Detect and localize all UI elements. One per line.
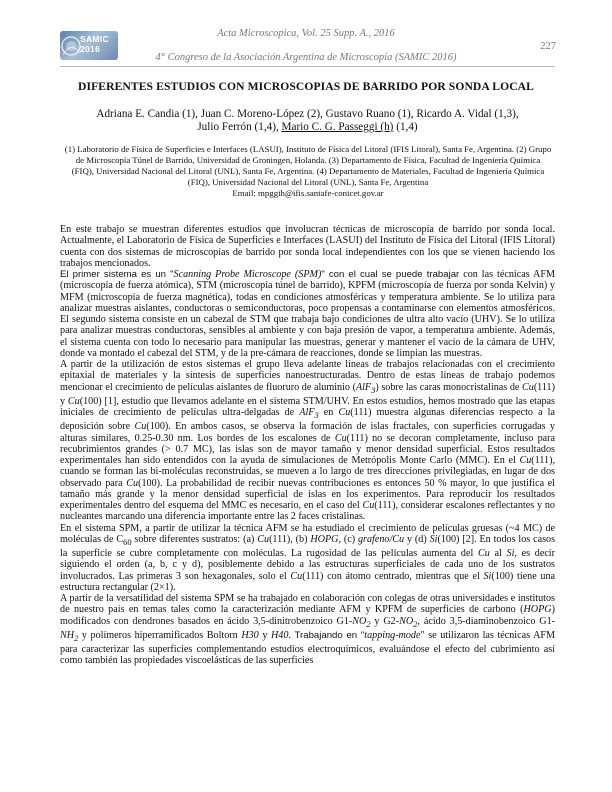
element-cu: Cu [362, 500, 375, 512]
formula-no2: NO [352, 615, 367, 627]
author-ferron: Julio Ferrón (1,4), [197, 121, 279, 133]
logo-text-samic: SAMIC [80, 34, 109, 44]
journal-header: Acta Microscopica, Vol. 25 Supp. A., 2016 [217, 28, 395, 39]
paragraph-c60 [60, 523, 555, 594]
author-passeggi-affil: (1,4) [396, 121, 418, 133]
affiliation-text: (1) Laboratorio de Física de Superficies e Interfaces (LASUI), Instituto de Física del Litoral (IFIS Litoral), Santa Fe, Argentina. (2) Grupo de Microscopía Túnel de Barrido, Universidad de Groningen, Holanda. (3) Departamento de Física, Facultad de Ingeniería Química (FIQ), Universidad Nacional del Litoral (UNL), Santa Fe, Argentina. (4) Departamento de Materiales, Facultad de Ingeniería Química (FIQ), Universidad Nacional del Litoral (UNL), Santa Fe, Argentina [64, 144, 552, 187]
text-run: , ácido 3,5-diaminobenzoico G1- [417, 615, 556, 627]
text-run: (111), considerar escalones reflectantes y no nucleantes marcando una diferencia importante entre las 2 faces cristalinas. [60, 500, 555, 523]
text-run: y [258, 629, 271, 641]
text-run: y polímeros hiperramificados Boltorn [78, 629, 242, 641]
term-spm: Scanning Probe Microscope (SPM) [173, 269, 322, 280]
text-run: en [318, 407, 339, 419]
header-divider [60, 66, 555, 67]
text-run: Trabajando en " [294, 629, 365, 641]
text-run: (100). En ambos casos, se observa la formación de islas fractales, con superficies corrugadas y alturas similares, 0.25-0.30 nm. Los bordes de los escalones de [60, 421, 555, 444]
element-cu: Cu [519, 455, 532, 467]
subscript: 60 [123, 536, 132, 547]
contact-email: Email: mpggih@ifis.santafe-conicet.gov.ar [232, 188, 384, 198]
text-run: (111), cuando se forman las bi-moléculas reconstruidas, se mueven a lo largo de tres direcciones privilegiadas, en lugar de dos observado para [60, 455, 555, 489]
element-si: Si [483, 570, 492, 582]
congress-header: 4° Congreso de la Asociación Argentina de Microscopía (SAMIC 2016) [155, 52, 457, 63]
term-h40: H40 [270, 629, 289, 641]
formula-nh2: NH [60, 629, 75, 641]
text-run: A partir de la utilización de estos sistemas el grupo lleva adelante líneas de trabajos relacionadas con el crecimiento epitaxial de materiales y la síntesis de superficies nanoestructuradas. Dentro de estas líneas de trabajo podemos mencionar el crecimiento de películas aislantes de fluoruro de aluminio ( [60, 359, 555, 393]
text-run: (111) muestra algunas diferencias respecto a la deposición sobre [60, 407, 555, 433]
text-run: A partir de la versatilidad del sistema SPM se ha trabajado en colaboración con colegas de otras universidades e institutos de nuestro país en temas tales como la caracterización mediante AFM y KPFM de superficies de carbono ( [60, 593, 555, 616]
subscript: 2 [366, 618, 371, 629]
abstract-body [60, 224, 555, 667]
text-run: " se utilizaron las técnicas AFM para caracterizar las superficies complementando estudios electroquímicos, evaluándose el efecto del cubrimiento así como también las propiedades viscoelásticas de las superficies [60, 629, 556, 667]
subscript: 2 [74, 632, 79, 643]
text-run: (100) tiene una estructura rectangular (2×1). [60, 570, 556, 593]
author-list [60, 108, 555, 134]
term-hopg: HOPG [310, 533, 339, 545]
element-cu: Cu [521, 381, 534, 393]
text-run: (100). La probabilidad de recibir nuevas contribuciones es entonces 50 % mayor, lo que justifica el tamaño más grande y la menor densidad superficial de islas en los experimentos. Para reproducir los resultados experimentales dentro del esquema del MMC es necesario, en el caso del [60, 477, 555, 512]
text-run: sobre diferentes sustratos: (a) [131, 533, 258, 545]
text-run: (100) [1], estudio que llevamos adelante en el sistema STM/UHV. En estos estudios, hemos mostrado que las etapas iniciales de crecimiento de películas ultra-delgadas de [60, 395, 555, 419]
page-number: 227 [540, 41, 556, 52]
text-run: y (d) [404, 533, 430, 545]
text-run: al [489, 548, 507, 560]
formula-no2: NO [399, 615, 414, 627]
element-cu: Cu [134, 421, 147, 433]
subscript: 3 [314, 410, 319, 421]
text-run: En el sistema SPM, a partir de utilizar la técnica AFM se ha estudiado el crecimiento de películas gruesas (~4 MC) de moléculas de C [60, 522, 555, 545]
paper-title: DIFERENTES ESTUDIOS CON MICROSCOPIAS DE BARRIDO POR SONDA LOCAL [78, 80, 534, 93]
paragraph-intro: En este trabajo se muestran diferentes estudios que involucran técnicas de microscopía de barrido por sonda local. Actualmente, el Laboratorio de Física de Superficies e Interfaces (LASUI) del Instituto de Física del Litoral (IFIS Litoral) cuenta con dos sistemas de microscopías de barrido por sonda local independientes con los que se vienen haciendo los trabajos mencionados. [60, 224, 555, 269]
author-line-2 [60, 121, 555, 134]
author-line-1: Adriana E. Candia (1), Juan C. Moreno-López (2), Gustavo Ruano (1), Ricardo A. Vidal (1,3), [96, 108, 519, 120]
text-run: (100) [2]. En todos los casos la superficie se cubre completamente con moléculas. La rugosidad de las películas aumenta del [60, 533, 556, 560]
element-cu: Cu [126, 477, 139, 489]
term-hopg: HOPG [523, 604, 552, 616]
element-cu: Cu [338, 407, 351, 419]
author-passeggi: Mario C. G. Passeggi (h) [281, 121, 394, 133]
element-si: Si [506, 548, 515, 560]
text-run: " con el cual se puede trabajar [321, 269, 460, 280]
element-cu: Cu [290, 570, 303, 582]
term-graphene-cu: grafeno/Cu [357, 533, 405, 545]
text-run: (111) no se decoran completamente, incluso para recubrimientos grandes (> 0.7 MC), las islas son de mayor tamaño y menor densidad superficial. Estos resultados experimentales han sido entendidos con la ayuda de simulaciones de Metrópolis Monte Carlo (MMC). En el [60, 432, 555, 467]
element-cu: Cu [257, 533, 270, 545]
text-run: , es decir siguiendo el orden (a, b, c y d), posiblemente debido a las estructuras superficiales de cada uno de los sustratos involucrados. Las primeras 3 son hexagonales, solo el [60, 548, 555, 582]
paragraph-collaboration [60, 593, 555, 667]
text-run: ) sobre las caras monocristalinas de [375, 381, 522, 393]
term-h30: H30 [241, 629, 259, 641]
text-run: (111) con átomo centrado, mientras que el [302, 570, 484, 582]
paragraph-growth [60, 359, 555, 523]
text-run: (111) y [60, 381, 555, 407]
text-run: ) modificados con dendrones basados en ácido 3,5-dinitrobenzoico G1- [60, 604, 555, 627]
text-run: y G2- [370, 615, 400, 627]
affiliations [64, 144, 552, 199]
element-si: Si [429, 533, 438, 545]
logo-text-year: 2016 [80, 44, 101, 54]
element-cu: Cu [477, 548, 490, 560]
text-run: (111), (b) [269, 533, 311, 545]
formula-alf3: AlF [299, 407, 315, 419]
text-run: . [288, 629, 295, 641]
subscript: 3 [371, 384, 376, 395]
text-run: , (c) [338, 533, 358, 545]
term-tapping-mode: tapping-mode [364, 629, 421, 641]
element-cu: Cu [67, 395, 80, 407]
paragraph-spm [60, 269, 555, 359]
text-run: El primer sistema es un " [60, 269, 174, 280]
text-run: con las técnicas AFM (microscopía de fuerza atómica), STM (microscopía túnel de barrido), KPFM (microscopía de fuerza por sonda Kelvin) y MFM (microscopía de fuerza magnética), todas en condiciones atmosféricas y temperatura ambiente. Se lo utiliza para analizar muestras aislantes, conductoras o semiconductoras, poco propensas a contaminarse con elementos atmosféricos. El segundo sistema consiste en un cabezal de STM que trabaja bajo condiciones de ultra alto vacío (UHV). Se lo utiliza para analizar muestras conductoras, sensibles al ambiente y con baja presión de vapor, a temperatura ambiente. Además, el sistema cuenta con todo lo necesario para manipular las muestras, generar y mantener el vacío de la cámara de UHV, donde va montado el cabezal del STM, y de la pre-cámara de reacciones, donde se limpian las muestras. [60, 269, 555, 359]
element-cu: Cu [334, 432, 347, 444]
subscript: 2 [413, 618, 418, 629]
formula-alf3: AlF [355, 381, 372, 393]
